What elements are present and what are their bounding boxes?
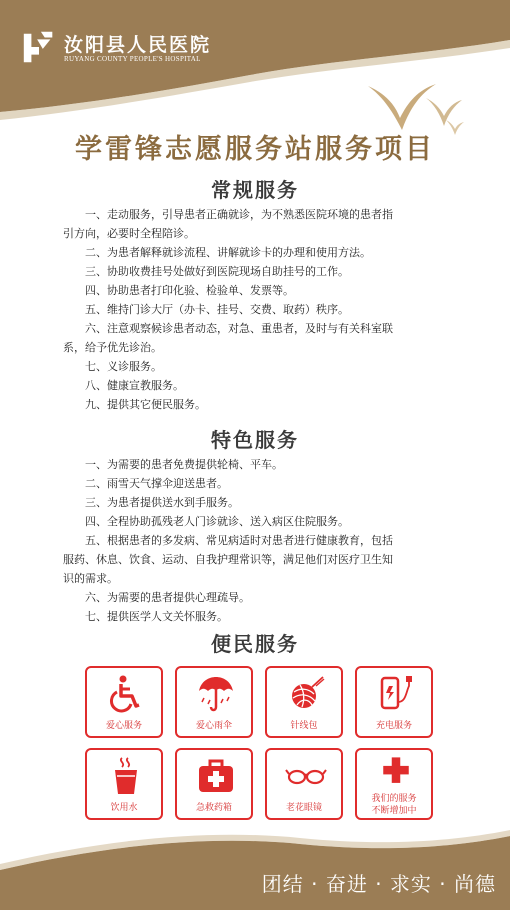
list-item: 五、维持门诊大厅（办卡、挂号、交费、取药）秩序。 <box>85 303 349 316</box>
card-label: 老花眼镜 <box>285 803 322 813</box>
red-cross-icon <box>379 754 413 788</box>
list-item: 引方向，必要时全程陪诊。 <box>63 227 195 240</box>
yarn-ball-icon <box>286 674 326 714</box>
card-label: 充电服务 <box>375 721 412 731</box>
list-item: 服药、休息、饮食、运动、自我护理常识等，满足他们对医疗卫生知 <box>63 553 393 566</box>
card-umbrella <box>175 666 253 738</box>
list-item: 二、雨雪天气撑伞迎送患者。 <box>85 477 228 490</box>
card-sewing-kit <box>265 666 343 738</box>
hospital-name-cn: 汝阳县人民医院 <box>64 34 212 56</box>
list-item: 三、协助收费挂号处做好到医院现场自助挂号的工作。 <box>85 265 349 278</box>
card-label: 急救药箱 <box>195 803 232 813</box>
card-charging <box>355 666 433 738</box>
phone-charger-icon <box>376 674 416 714</box>
card-label: 饮用水 <box>110 803 138 813</box>
list-item: 四、协助患者打印化验、检验单、发票等。 <box>85 284 294 297</box>
card-more-services <box>355 748 433 820</box>
card-label-line2: 不断增加中 <box>371 806 417 816</box>
wheelchair-icon <box>106 674 146 714</box>
hospital-logo-icon <box>20 28 58 66</box>
card-wheelchair <box>85 666 163 738</box>
card-label: 爱心雨伞 <box>195 721 232 731</box>
list-item: 四、全程协助孤残老人门诊就诊、送入病区住院服务。 <box>85 515 349 528</box>
first-aid-kit-icon <box>196 756 236 796</box>
card-reading-glasses <box>265 748 343 820</box>
hospital-name-en: RUYANG COUNTY PEOPLE'S HOSPITAL <box>64 55 201 63</box>
list-item: 六、注意观察候诊患者动态，对急、重患者，及时与有关科室联 <box>85 322 393 335</box>
special-service-list <box>63 455 448 626</box>
card-label-line1: 我们的服务 <box>371 794 417 804</box>
list-item: 二、为患者解释就诊流程、讲解就诊卡的办理和使用方法。 <box>85 246 371 259</box>
section-title-special: 特色服务 <box>211 428 299 452</box>
umbrella-icon <box>196 674 236 714</box>
list-item: 七、提供医学人文关怀服务。 <box>85 610 228 623</box>
list-item: 八、健康宣教服务。 <box>85 379 184 392</box>
list-item: 识的需求。 <box>63 572 118 585</box>
regular-service-list <box>63 205 448 414</box>
list-item: 六、为需要的患者提供心理疏导。 <box>85 591 250 604</box>
list-item: 九、提供其它便民服务。 <box>85 398 206 411</box>
section-title-convenience: 便民服务 <box>211 632 299 656</box>
glasses-icon <box>279 756 333 796</box>
page-title: 学雷锋志愿服务站服务项目 <box>75 134 435 165</box>
footer-motto: 团结 · 奋进 · 求实 · 尚德 <box>261 872 496 896</box>
section-title-regular: 常规服务 <box>211 178 299 202</box>
list-item: 三、为患者提供送水到手服务。 <box>85 496 239 509</box>
list-item: 五、根据患者的多发病、常见病适时对患者进行健康教育，包括 <box>85 534 393 547</box>
hot-drink-cup-icon <box>106 756 146 796</box>
card-label: 针线包 <box>290 721 318 731</box>
list-item: 七、义诊服务。 <box>85 360 162 373</box>
card-first-aid <box>175 748 253 820</box>
list-item: 系，给予优先诊治。 <box>63 341 162 354</box>
card-label: 爱心服务 <box>105 721 142 731</box>
card-drinking-water <box>85 748 163 820</box>
list-item: 一、为需要的患者免费提供轮椅、平车。 <box>85 458 283 471</box>
list-item: 一、走动服务，引导患者正确就诊，为不熟悉医院环境的患者指 <box>85 208 393 221</box>
